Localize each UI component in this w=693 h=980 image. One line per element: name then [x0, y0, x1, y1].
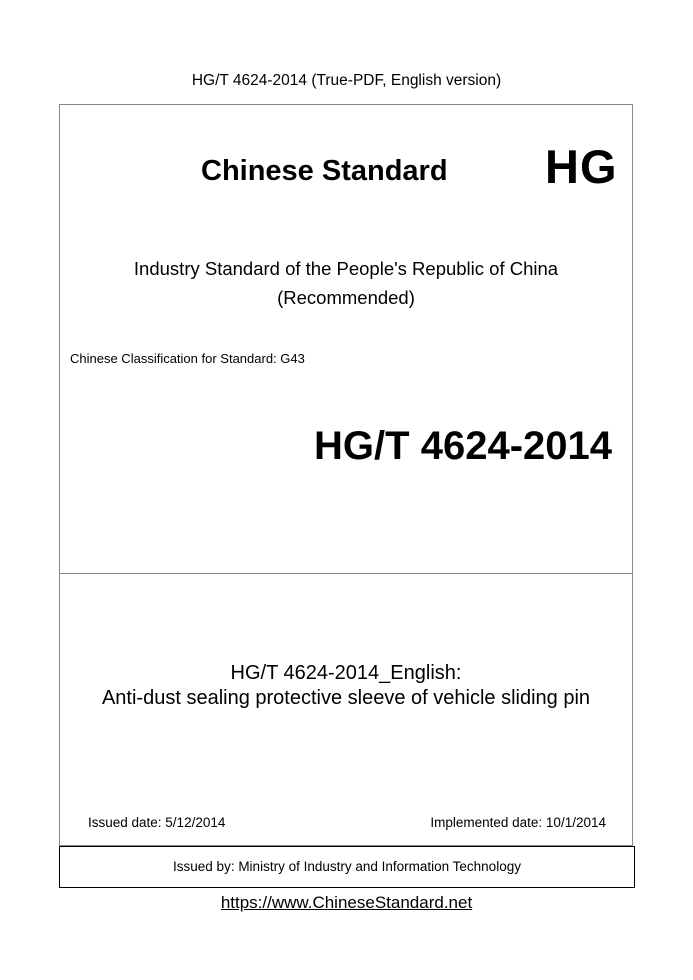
- chinese-standard-heading: Chinese Standard: [201, 155, 448, 187]
- document-title: Anti-dust sealing protective sleeve of vehicle sliding pin: [101, 687, 591, 709]
- issued-date: Issued date: 5/12/2014: [88, 815, 226, 830]
- recommended-line: (Recommended): [277, 287, 415, 308]
- document-title-code: HG/T 4624-2014_English:: [230, 662, 462, 684]
- industry-standard-line: Industry Standard of the People's Republic of China: [133, 258, 559, 279]
- implemented-date: Implemented date: 10/1/2014: [430, 815, 606, 830]
- hg-logo: HG: [545, 140, 618, 193]
- classification-text: Chinese Classification for Standard: G43: [70, 351, 305, 366]
- website-link[interactable]: https://www.ChineseStandard.net: [220, 893, 473, 912]
- cover-middle-box: [59, 574, 633, 846]
- page-header-title: HG/T 4624-2014 (True-PDF, English version): [191, 72, 502, 89]
- standard-number: HG/T 4624-2014: [314, 424, 612, 468]
- issued-by: Issued by: Ministry of Industry and Information Technology: [173, 859, 521, 874]
